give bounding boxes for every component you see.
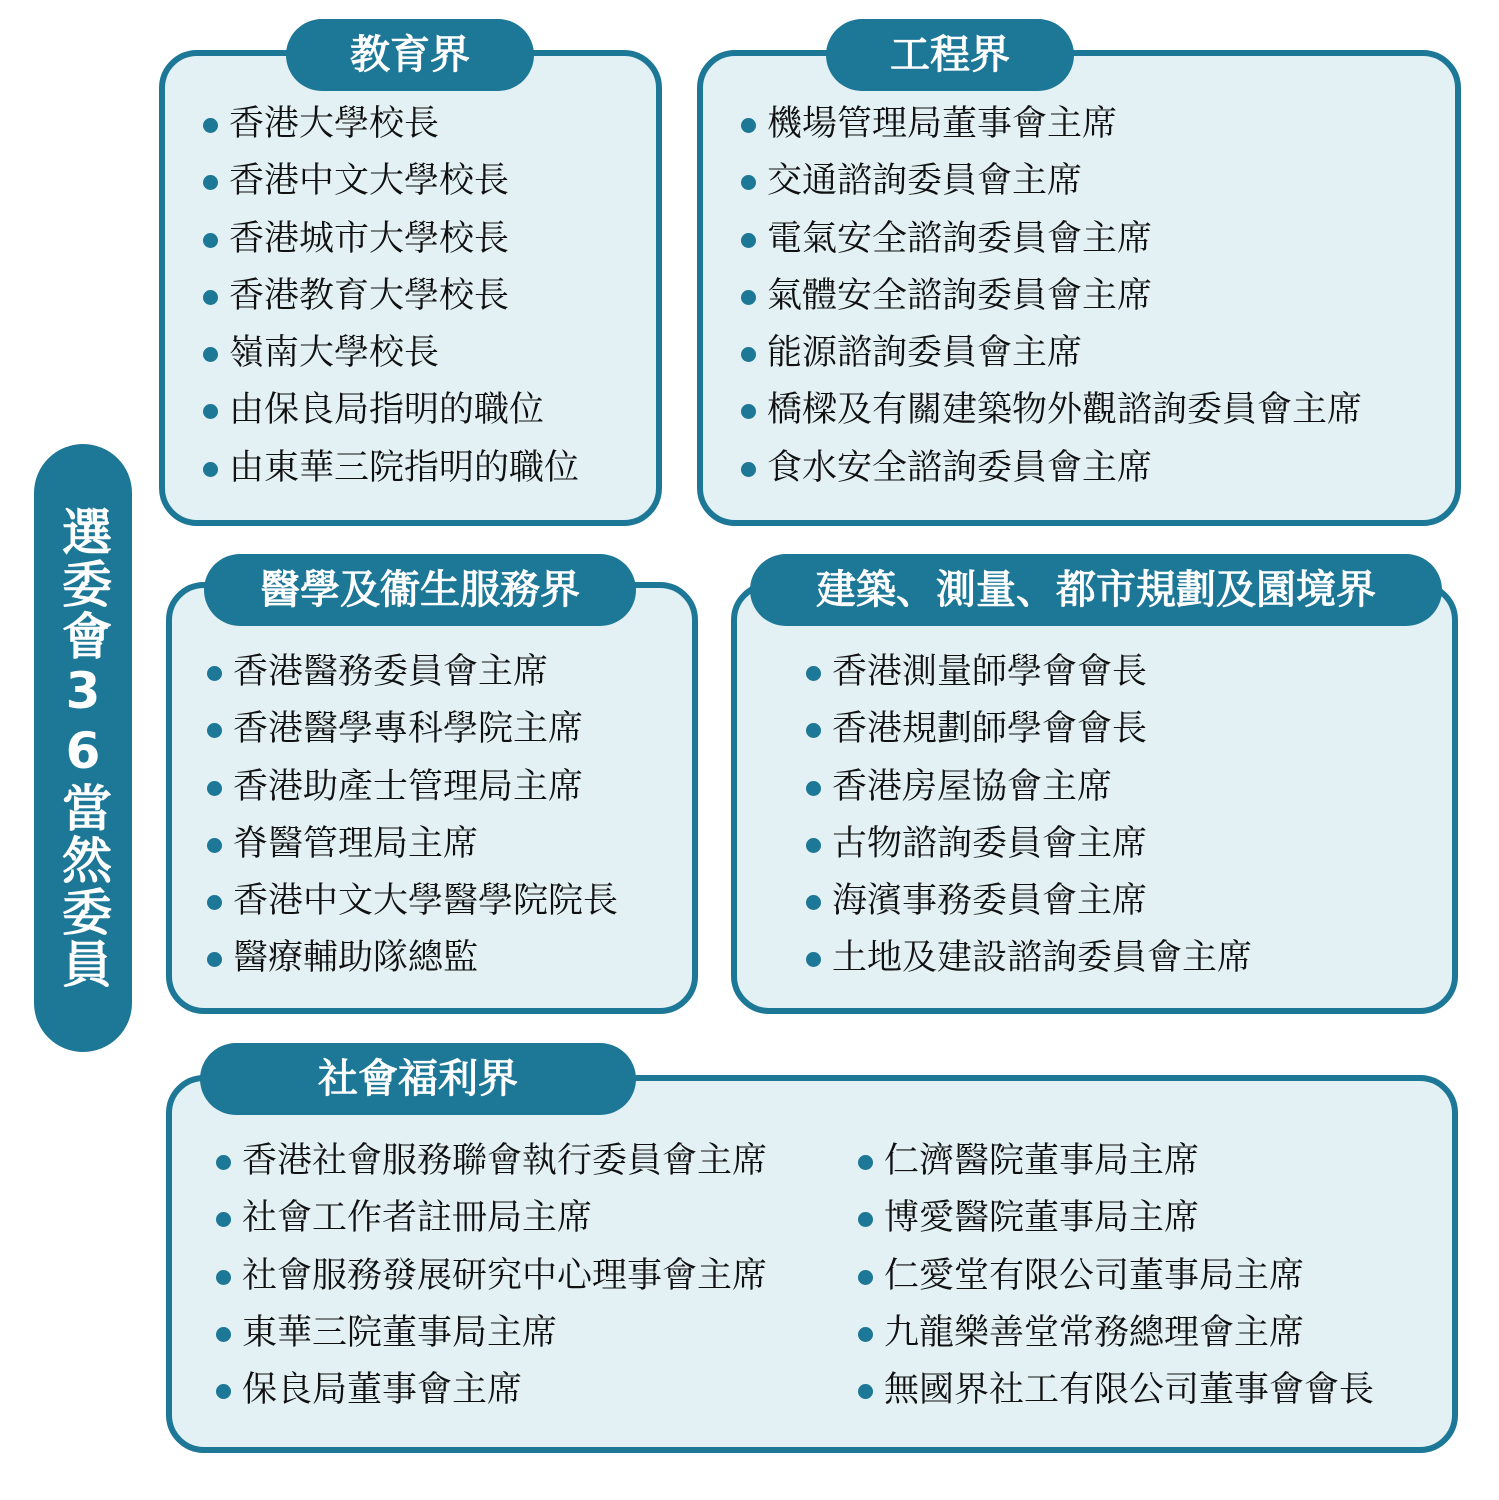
social-welfare-list-right	[858, 1133, 1374, 1419]
list-item: 電氣安全諮詢委員會主席	[741, 211, 1362, 268]
list-item: 脊醫管理局主席	[207, 816, 618, 873]
list-item: 嶺南大學校長	[203, 325, 579, 382]
list-item: 由保良局指明的職位	[203, 382, 579, 439]
list-item: 土地及建設諮詢委員會主席	[806, 930, 1252, 987]
education-title: 教育界	[286, 19, 534, 91]
list-item: 香港醫學專科學院主席	[207, 701, 618, 758]
list-item: 氣體安全諮詢委員會主席	[741, 268, 1362, 325]
list-item: 由東華三院指明的職位	[203, 440, 579, 497]
education-list	[203, 96, 579, 497]
list-item: 博愛醫院董事局主席	[858, 1190, 1374, 1247]
medical-list	[207, 644, 618, 988]
list-item: 保良局董事會主席	[216, 1362, 767, 1419]
side-label	[34, 444, 132, 1052]
medical-title: 醫學及衞生服務界	[204, 554, 636, 626]
social-welfare-list-left	[216, 1133, 767, 1419]
list-item: 香港社會服務聯會執行委員會主席	[216, 1133, 767, 1190]
architecture-list	[806, 644, 1252, 988]
list-item: 古物諮詢委員會主席	[806, 816, 1252, 873]
list-item: 海濱事務委員會主席	[806, 873, 1252, 930]
social-welfare-title: 社會福利界	[200, 1043, 636, 1115]
list-item: 仁愛堂有限公司董事局主席	[858, 1248, 1374, 1305]
list-item: 香港城市大學校長	[203, 211, 579, 268]
list-item: 能源諮詢委員會主席	[741, 325, 1362, 382]
list-item: 香港中文大學醫學院院長	[207, 873, 618, 930]
list-item: 食水安全諮詢委員會主席	[741, 440, 1362, 497]
list-item: 交通諮詢委員會主席	[741, 153, 1362, 210]
list-item: 香港教育大學校長	[203, 268, 579, 325]
list-item: 香港醫務委員會主席	[207, 644, 618, 701]
list-item: 醫療輔助隊總監	[207, 930, 618, 987]
list-item: 香港助產士管理局主席	[207, 759, 618, 816]
list-item: 香港中文大學校長	[203, 153, 579, 210]
side-label-text: 選委會36當然委員	[54, 506, 112, 990]
engineering-title: 工程界	[826, 19, 1074, 91]
list-item: 機場管理局董事會主席	[741, 96, 1362, 153]
engineering-list	[741, 96, 1362, 497]
list-item: 九龍樂善堂常務總理會主席	[858, 1305, 1374, 1362]
list-item: 橋樑及有關建築物外觀諮詢委員會主席	[741, 382, 1362, 439]
list-item: 香港大學校長	[203, 96, 579, 153]
list-item: 社會服務發展研究中心理事會主席	[216, 1248, 767, 1305]
list-item: 香港房屋協會主席	[806, 759, 1252, 816]
list-item: 香港規劃師學會會長	[806, 701, 1252, 758]
list-item: 東華三院董事局主席	[216, 1305, 767, 1362]
list-item: 仁濟醫院董事局主席	[858, 1133, 1374, 1190]
architecture-title: 建築、測量、都市規劃及園境界	[750, 554, 1442, 626]
list-item: 香港測量師學會會長	[806, 644, 1252, 701]
list-item: 無國界社工有限公司董事會會長	[858, 1362, 1374, 1419]
list-item: 社會工作者註冊局主席	[216, 1190, 767, 1247]
